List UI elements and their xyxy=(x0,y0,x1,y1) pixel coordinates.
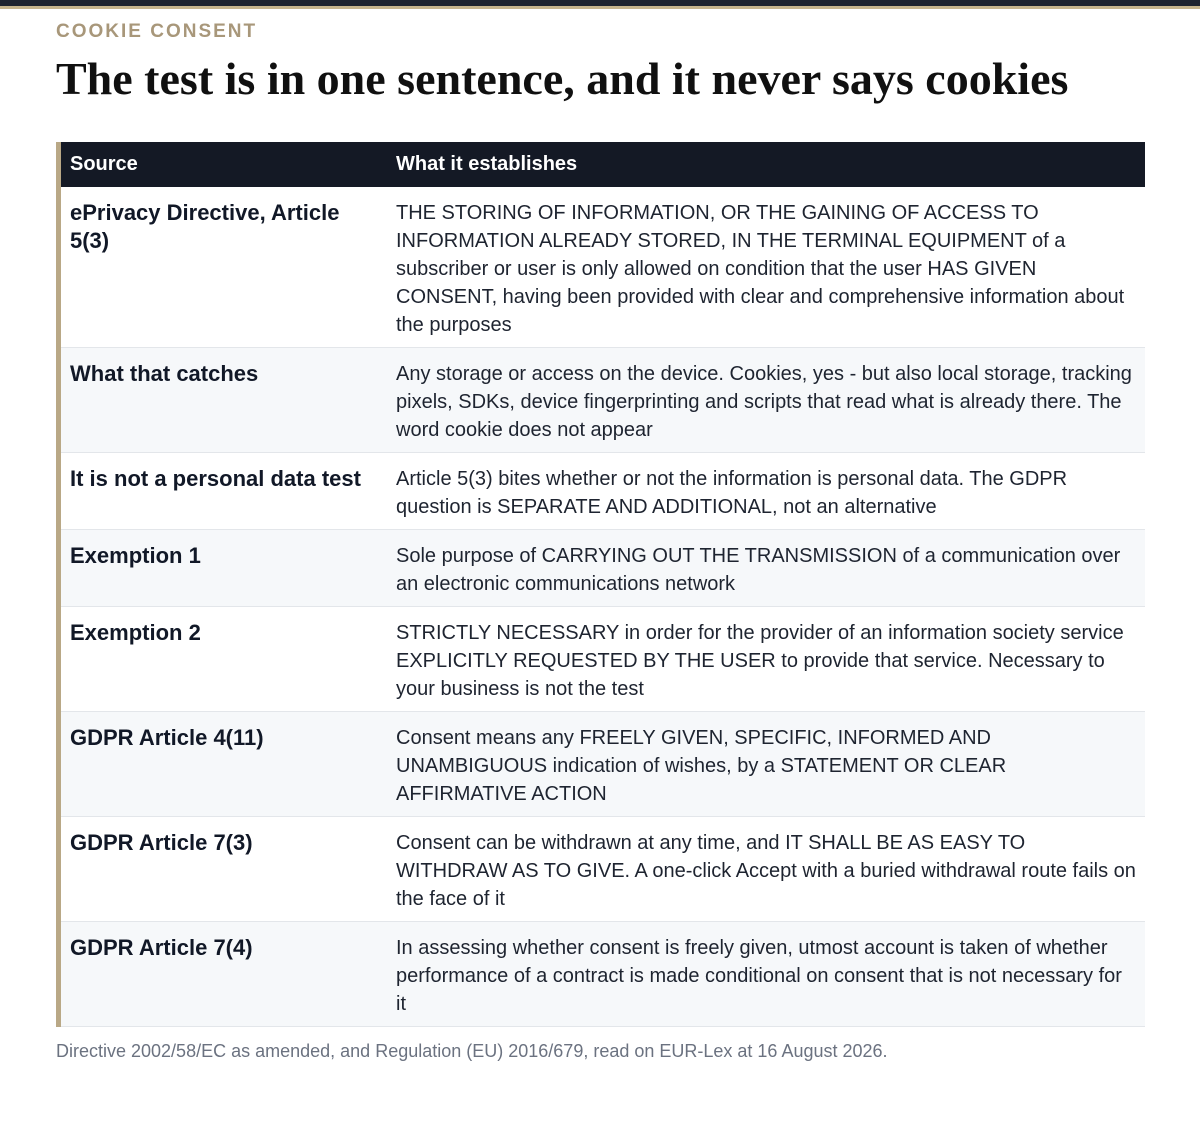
row-source: GDPR Article 7(3) xyxy=(61,817,387,922)
row-source: What that catches xyxy=(61,348,387,453)
row-establishes: THE STORING OF INFORMATION, OR THE GAINING OF ACCESS TO INFORMATION ALREADY STORED, IN THE TERMINAL EQUIPMENT of a subscriber or user is only allowed on condition that the user HAS GIVEN CONSENT, having been provided with clear and comprehensive information about the purposes xyxy=(387,187,1145,348)
header-source: Source xyxy=(61,142,387,187)
table-header xyxy=(61,142,1145,187)
row-establishes: STRICTLY NECESSARY in order for the provider of an information society service EXPLICITLY REQUESTED BY THE USER to provide that service. Necessary to your business is not the test xyxy=(387,607,1145,712)
row-establishes: Sole purpose of CARRYING OUT THE TRANSMISSION of a communication over an electronic communications network xyxy=(387,530,1145,607)
table-row xyxy=(61,817,1145,922)
table-row xyxy=(61,712,1145,817)
table-body xyxy=(61,187,1145,1027)
row-establishes: Consent can be withdrawn at any time, and IT SHALL BE AS EASY TO WITHDRAW AS TO GIVE. A one-click Accept with a buried withdrawal route fails on the face of it xyxy=(387,817,1145,922)
top-rule-gold xyxy=(0,6,1200,9)
row-source: GDPR Article 4(11) xyxy=(61,712,387,817)
footnote: Directive 2002/58/EC as amended, and Regulation (EU) 2016/679, read on EUR-Lex at 16 August 2026. xyxy=(56,1041,888,1061)
sources-table xyxy=(61,142,1145,1027)
kicker: COOKIE CONSENT xyxy=(56,21,258,42)
page-title: The test is in one sentence, and it never says cookies xyxy=(56,53,1069,104)
row-source: GDPR Article 7(4) xyxy=(61,922,387,1027)
row-establishes: Article 5(3) bites whether or not the information is personal data. The GDPR question is SEPARATE AND ADDITIONAL, not an alternative xyxy=(387,453,1145,530)
table-row xyxy=(61,922,1145,1027)
table-header-row xyxy=(61,142,1145,187)
row-source: It is not a personal data test xyxy=(61,453,387,530)
row-establishes: Any storage or access on the device. Cookies, yes - but also local storage, tracking pixels, SDKs, device fingerprinting and scripts that read what is already there. The word cookie does not appear xyxy=(387,348,1145,453)
table-container xyxy=(56,142,1150,1027)
table-row xyxy=(61,348,1145,453)
row-establishes: In assessing whether consent is freely given, utmost account is taken of whether performance of a contract is made conditional on consent that is not necessary for it xyxy=(387,922,1145,1027)
table-row xyxy=(61,453,1145,530)
header-establishes: What it establishes xyxy=(387,142,1145,187)
table-row xyxy=(61,607,1145,712)
table-row xyxy=(61,187,1145,348)
row-source: Exemption 1 xyxy=(61,530,387,607)
table-row xyxy=(61,530,1145,607)
row-source: Exemption 2 xyxy=(61,607,387,712)
row-source: ePrivacy Directive, Article 5(3) xyxy=(61,187,387,348)
row-establishes: Consent means any FREELY GIVEN, SPECIFIC, INFORMED AND UNAMBIGUOUS indication of wishes, by a STATEMENT OR CLEAR AFFIRMATIVE ACTION xyxy=(387,712,1145,817)
